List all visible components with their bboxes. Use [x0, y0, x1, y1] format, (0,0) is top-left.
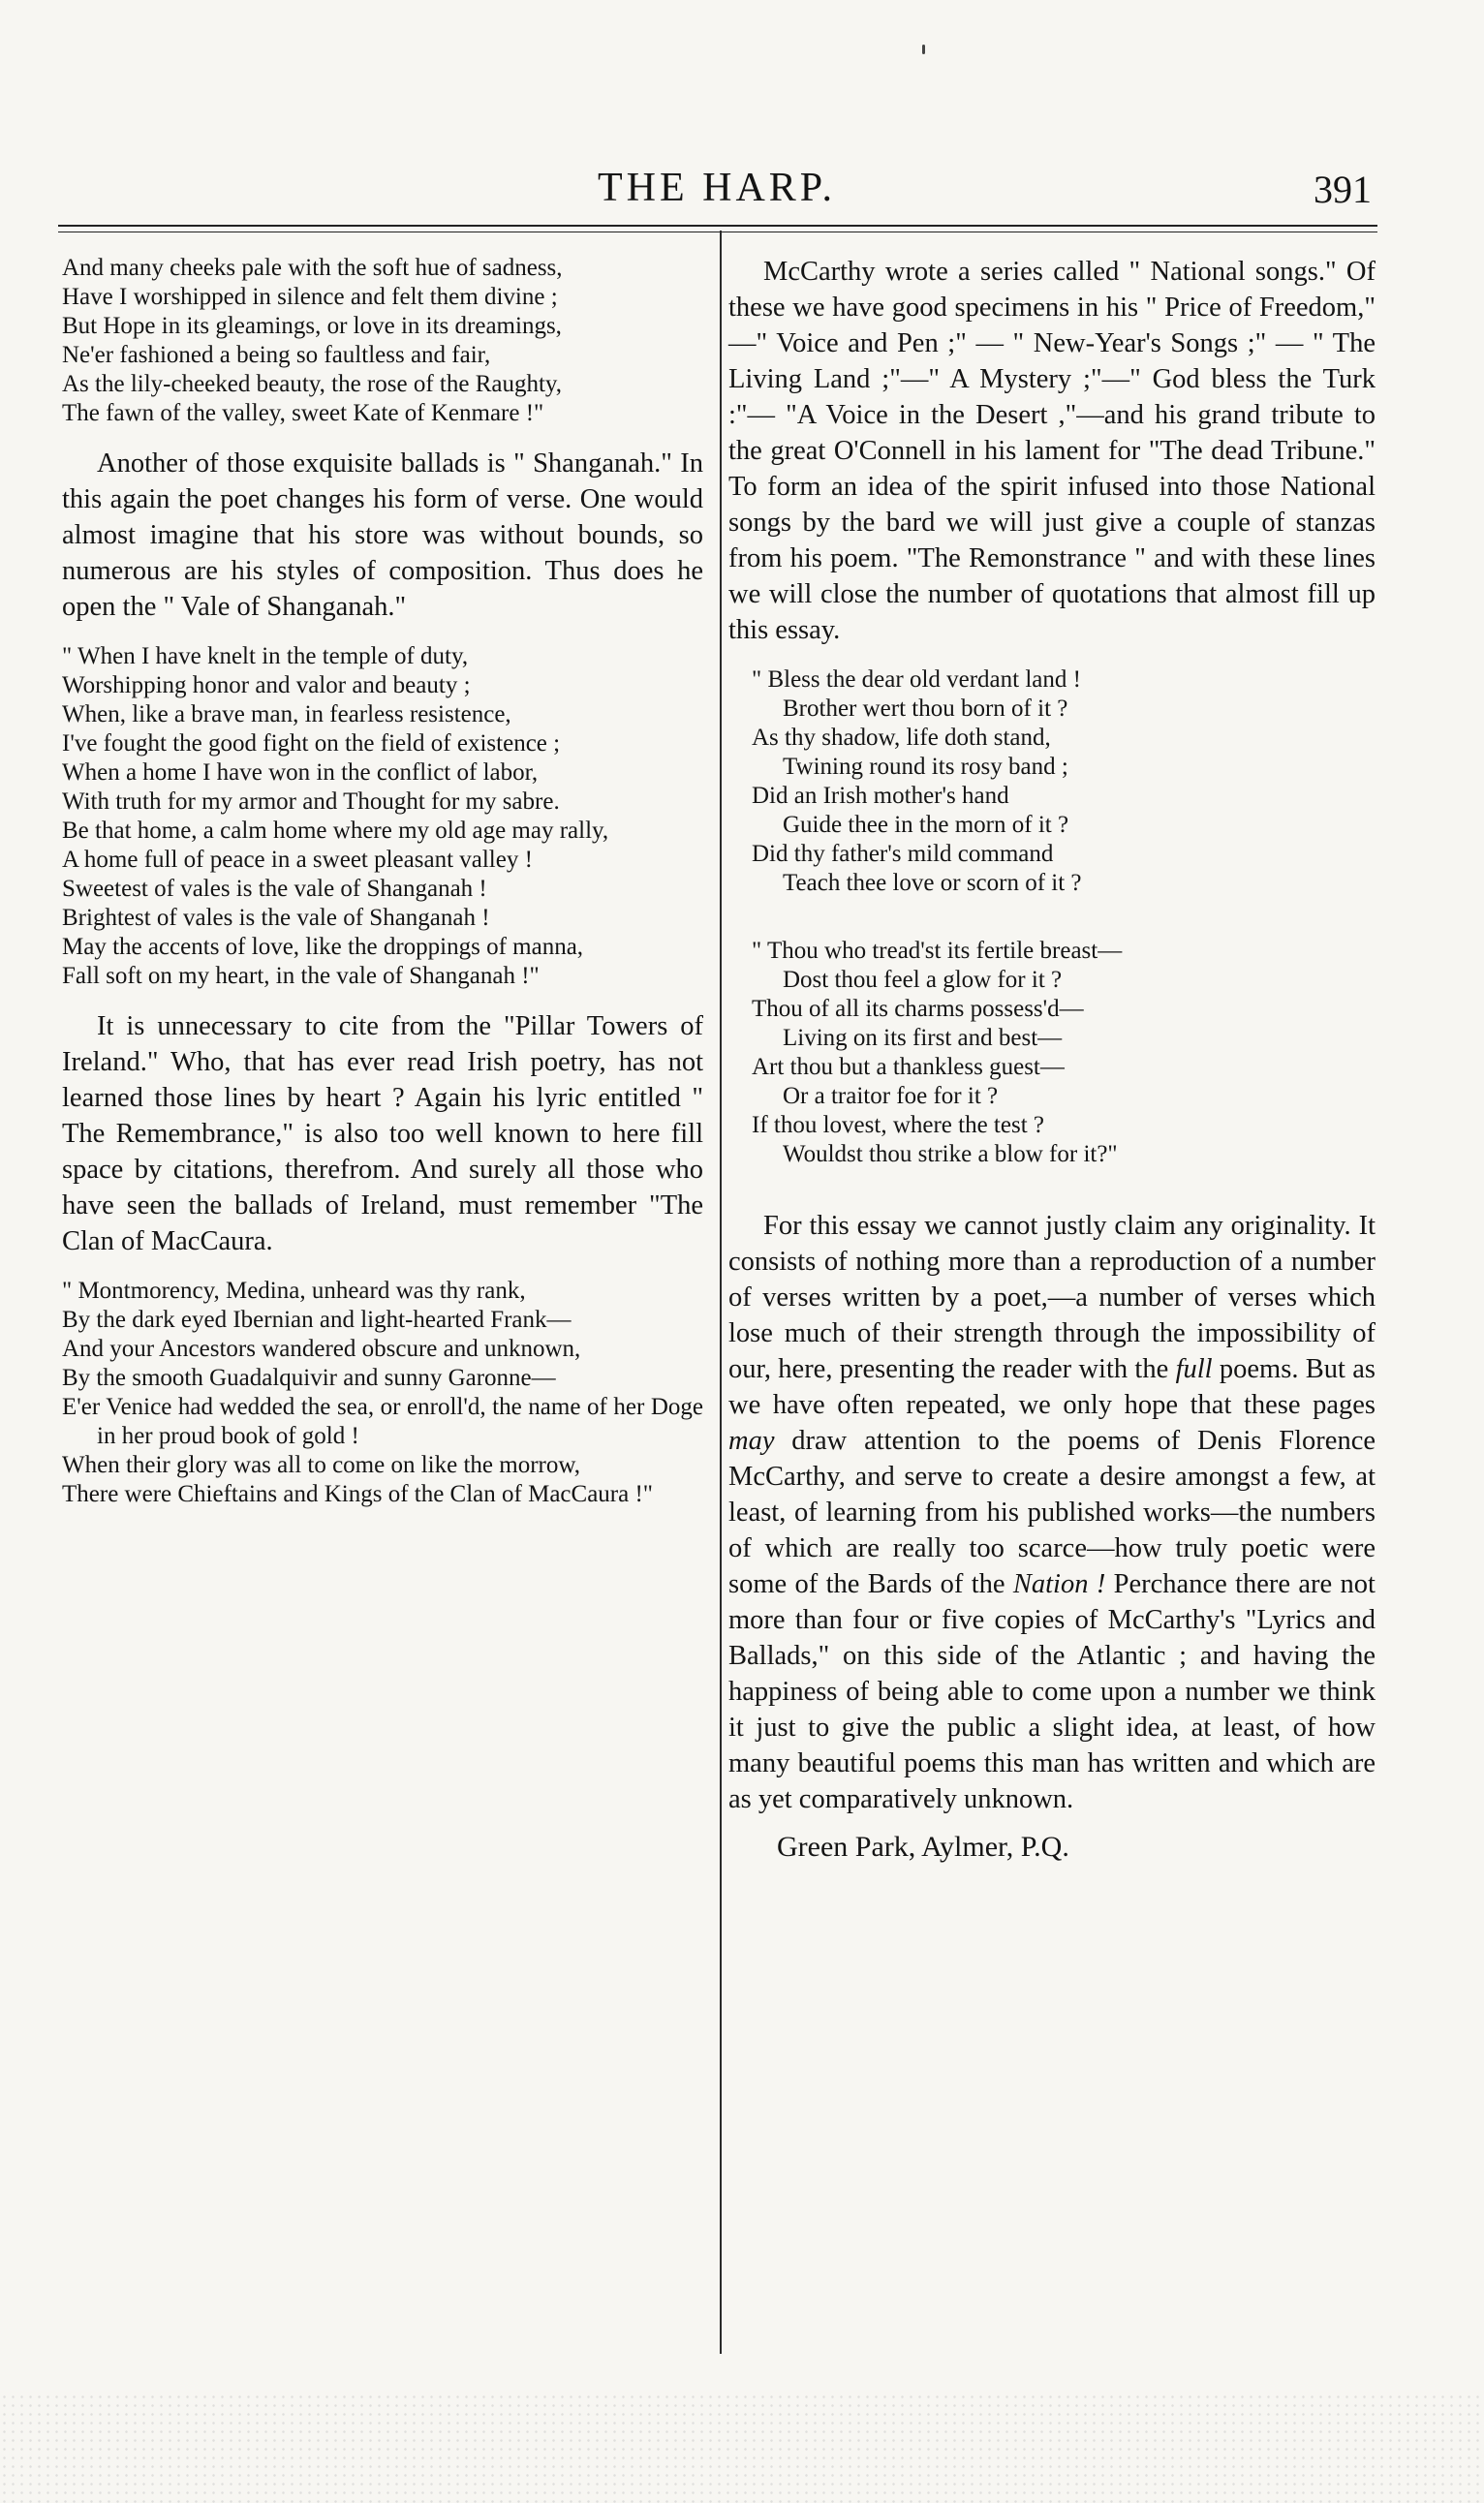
verse-line: May the accents of love, like the droppings of manna,: [62, 934, 584, 960]
verse-line: With truth for my armor and Thought for my sabre.: [62, 788, 560, 815]
verse-line: By the dark eyed Ibernian and light-hearted Frank—: [62, 1307, 572, 1333]
verse-remonstrance-stanza-1: [728, 665, 1376, 898]
column-divider: [720, 231, 722, 2354]
verse-line: Fall soft on my heart, in the vale of Shanganah !": [62, 963, 540, 989]
verse-vale-of-shanganah: [62, 642, 703, 991]
verse-line: Have I worshipped in silence and felt them divine ;: [62, 284, 558, 310]
header-rule: [58, 225, 1377, 232]
emphasis-full: full: [1175, 1354, 1213, 1384]
verse-line: Twining round its rosy band ;: [783, 754, 1068, 780]
text-run: draw attention to the poems of Denis Florence McCarthy, and serve to create a desire amongst a few, at least, of learning from his published works—the numbers of which are really too scarce—how truly poetic were some of the Bards of the: [728, 1426, 1376, 1599]
verse-line: Living on its first and best—: [783, 1025, 1063, 1051]
paragraph-text: McCarthy wrote a series called " National songs." Of these we have good specimens in his " Price of Freedom," —" Voice and Pen ;" — " New-Year's Songs ;" — " The Living Land ;"—" A Mystery ;"—" God bless the Turk :"— "A Voice in the Desert ,"—and his grand tribute to the great O'Connell in his lament for "The dead Tribune." To form an idea of the spirit infused into those National songs by the bard we will just give a couple of stanzas from his poem. "The Remonstrance " and with these lines we will close the number of quotations that almost fill up this essay.: [728, 257, 1376, 645]
verse-line: By the smooth Guadalquivir and sunny Garonne—: [62, 1365, 556, 1391]
emphasis-nation: Nation !: [1012, 1569, 1106, 1599]
verse-line: Brightest of vales is the vale of Shanganah !: [62, 905, 490, 931]
text-run: For this essay we cannot justly claim any originality. It consists of nothing more than a reproduction of a number of verses written by a poet,—a number of verses which lose much of their strength through the impossibility of our, here, presenting the reader with the: [728, 1211, 1376, 1384]
paragraph-text: [728, 1208, 1376, 1817]
verse-line: As the lily-cheeked beauty, the rose of the Raughty,: [62, 371, 563, 397]
verse-kate-of-kenmare: [62, 254, 703, 428]
verse-line: E'er Venice had wedded the sea, or enroll'd, the name of her Doge in her proud book of gold !: [62, 1394, 703, 1449]
verse-line: Did thy father's mild command: [752, 841, 1054, 867]
verse-line: If thou lovest, where the test ?: [752, 1112, 1044, 1138]
running-head: [58, 161, 1376, 221]
verse-line: Be that home, a calm home where my old age may rally,: [62, 818, 609, 844]
verse-line: A home full of peace in a sweet pleasant valley !: [62, 847, 533, 873]
signature-location: Green Park, Aylmer, P.Q.: [777, 1831, 1069, 1863]
verse-line: Guide thee in the morn of it ?: [783, 812, 1069, 838]
verse-line: Or a traitor foe for it ?: [783, 1083, 999, 1109]
text-run: poems. But as we have often repeated, we only hope that these pages: [728, 1354, 1376, 1420]
paragraph-national-songs: [728, 254, 1376, 648]
verse-line: Sweetest of vales is the vale of Shanganah !: [62, 876, 487, 902]
verse-line: Thou of all its charms possess'd—: [752, 996, 1084, 1022]
verse-line: Worshipping honor and valor and beauty ;: [62, 672, 471, 698]
verse-line: Wouldst thou strike a blow for it?": [783, 1141, 1118, 1167]
emphasis-may: may: [728, 1426, 775, 1456]
verse-line: And your Ancestors wandered obscure and unknown,: [62, 1336, 581, 1362]
verse-line: Art thou but a thankless guest—: [752, 1054, 1065, 1080]
paragraph-text: Another of those exquisite ballads is " Shanganah." In this again the poet changes his form of verse. One would almost imagine that his store was without bounds, so numerous are his styles of composition. Thus does he open the " Vale of Shanganah.": [62, 448, 703, 622]
right-column: [728, 254, 1376, 1864]
verse-line: " Bless the dear old verdant land !: [752, 666, 1081, 693]
paragraph-closing-essay: [728, 1208, 1376, 1817]
verse-line: There were Chieftains and Kings of the Clan of MacCaura !": [62, 1481, 653, 1507]
verse-line: Did an Irish mother's hand: [752, 783, 1009, 809]
journal-title: THE HARP.: [597, 166, 837, 210]
text-run: Perchance there are not more than four or five copies of McCarthy's "Lyrics and Ballads," on this side of the Atlantic ; and having the happiness of being able to come upon a number we think it just to give the public a slight idea, at least, of how many beautiful poems this man has written and which are as yet comparatively unknown.: [728, 1569, 1376, 1814]
verse-line: Ne'er fashioned a being so faultless and fair,: [62, 342, 491, 368]
verse-line: I've fought the good fight on the field of existence ;: [62, 730, 561, 757]
verse-line: But Hope in its gleamings, or love in its dreamings,: [62, 313, 562, 339]
page-number: 391: [1314, 168, 1372, 211]
verse-line: Dost thou feel a glow for it ?: [783, 967, 1063, 993]
left-column: [62, 254, 703, 1509]
verse-line: " Montmorency, Medina, unheard was thy rank,: [62, 1278, 526, 1304]
print-speck: [922, 45, 925, 54]
verse-line: Brother wert thou born of it ?: [783, 695, 1068, 722]
verse-line: " Thou who tread'st its fertile breast—: [752, 938, 1123, 964]
verse-line: The fawn of the valley, sweet Kate of Kenmare !": [62, 400, 544, 426]
paragraph-shanganah-intro: [62, 446, 703, 625]
page-edge-noise: [0, 2393, 1484, 2503]
verse-line: And many cheeks pale with the soft hue of sadness,: [62, 255, 563, 281]
verse-line: As thy shadow, life doth stand,: [752, 725, 1051, 751]
verse-line: When a home I have won in the conflict of labor,: [62, 759, 539, 786]
verse-line: Teach thee love or scorn of it ?: [783, 870, 1082, 896]
verse-line: When, like a brave man, in fearless resistence,: [62, 701, 511, 727]
verse-line: When their glory was all to come on like the morrow,: [62, 1452, 581, 1478]
paragraph-text: It is unnecessary to cite from the "Pillar Towers of Ireland." Who, that has ever read Irish poetry, has not learned those lines by heart ? Again his lyric entitled " The Remembrance," is also too well known to here fill space by citations, therefrom. And surely all those who have seen the ballads of Ireland, must remember "The Clan of MacCaura.: [62, 1011, 703, 1256]
verse-remonstrance-stanza-2: [728, 937, 1376, 1169]
verse-line: " When I have knelt in the temple of duty,: [62, 643, 469, 669]
verse-clan-of-maccaura: [62, 1277, 703, 1509]
paragraph-pillar-towers: [62, 1008, 703, 1259]
